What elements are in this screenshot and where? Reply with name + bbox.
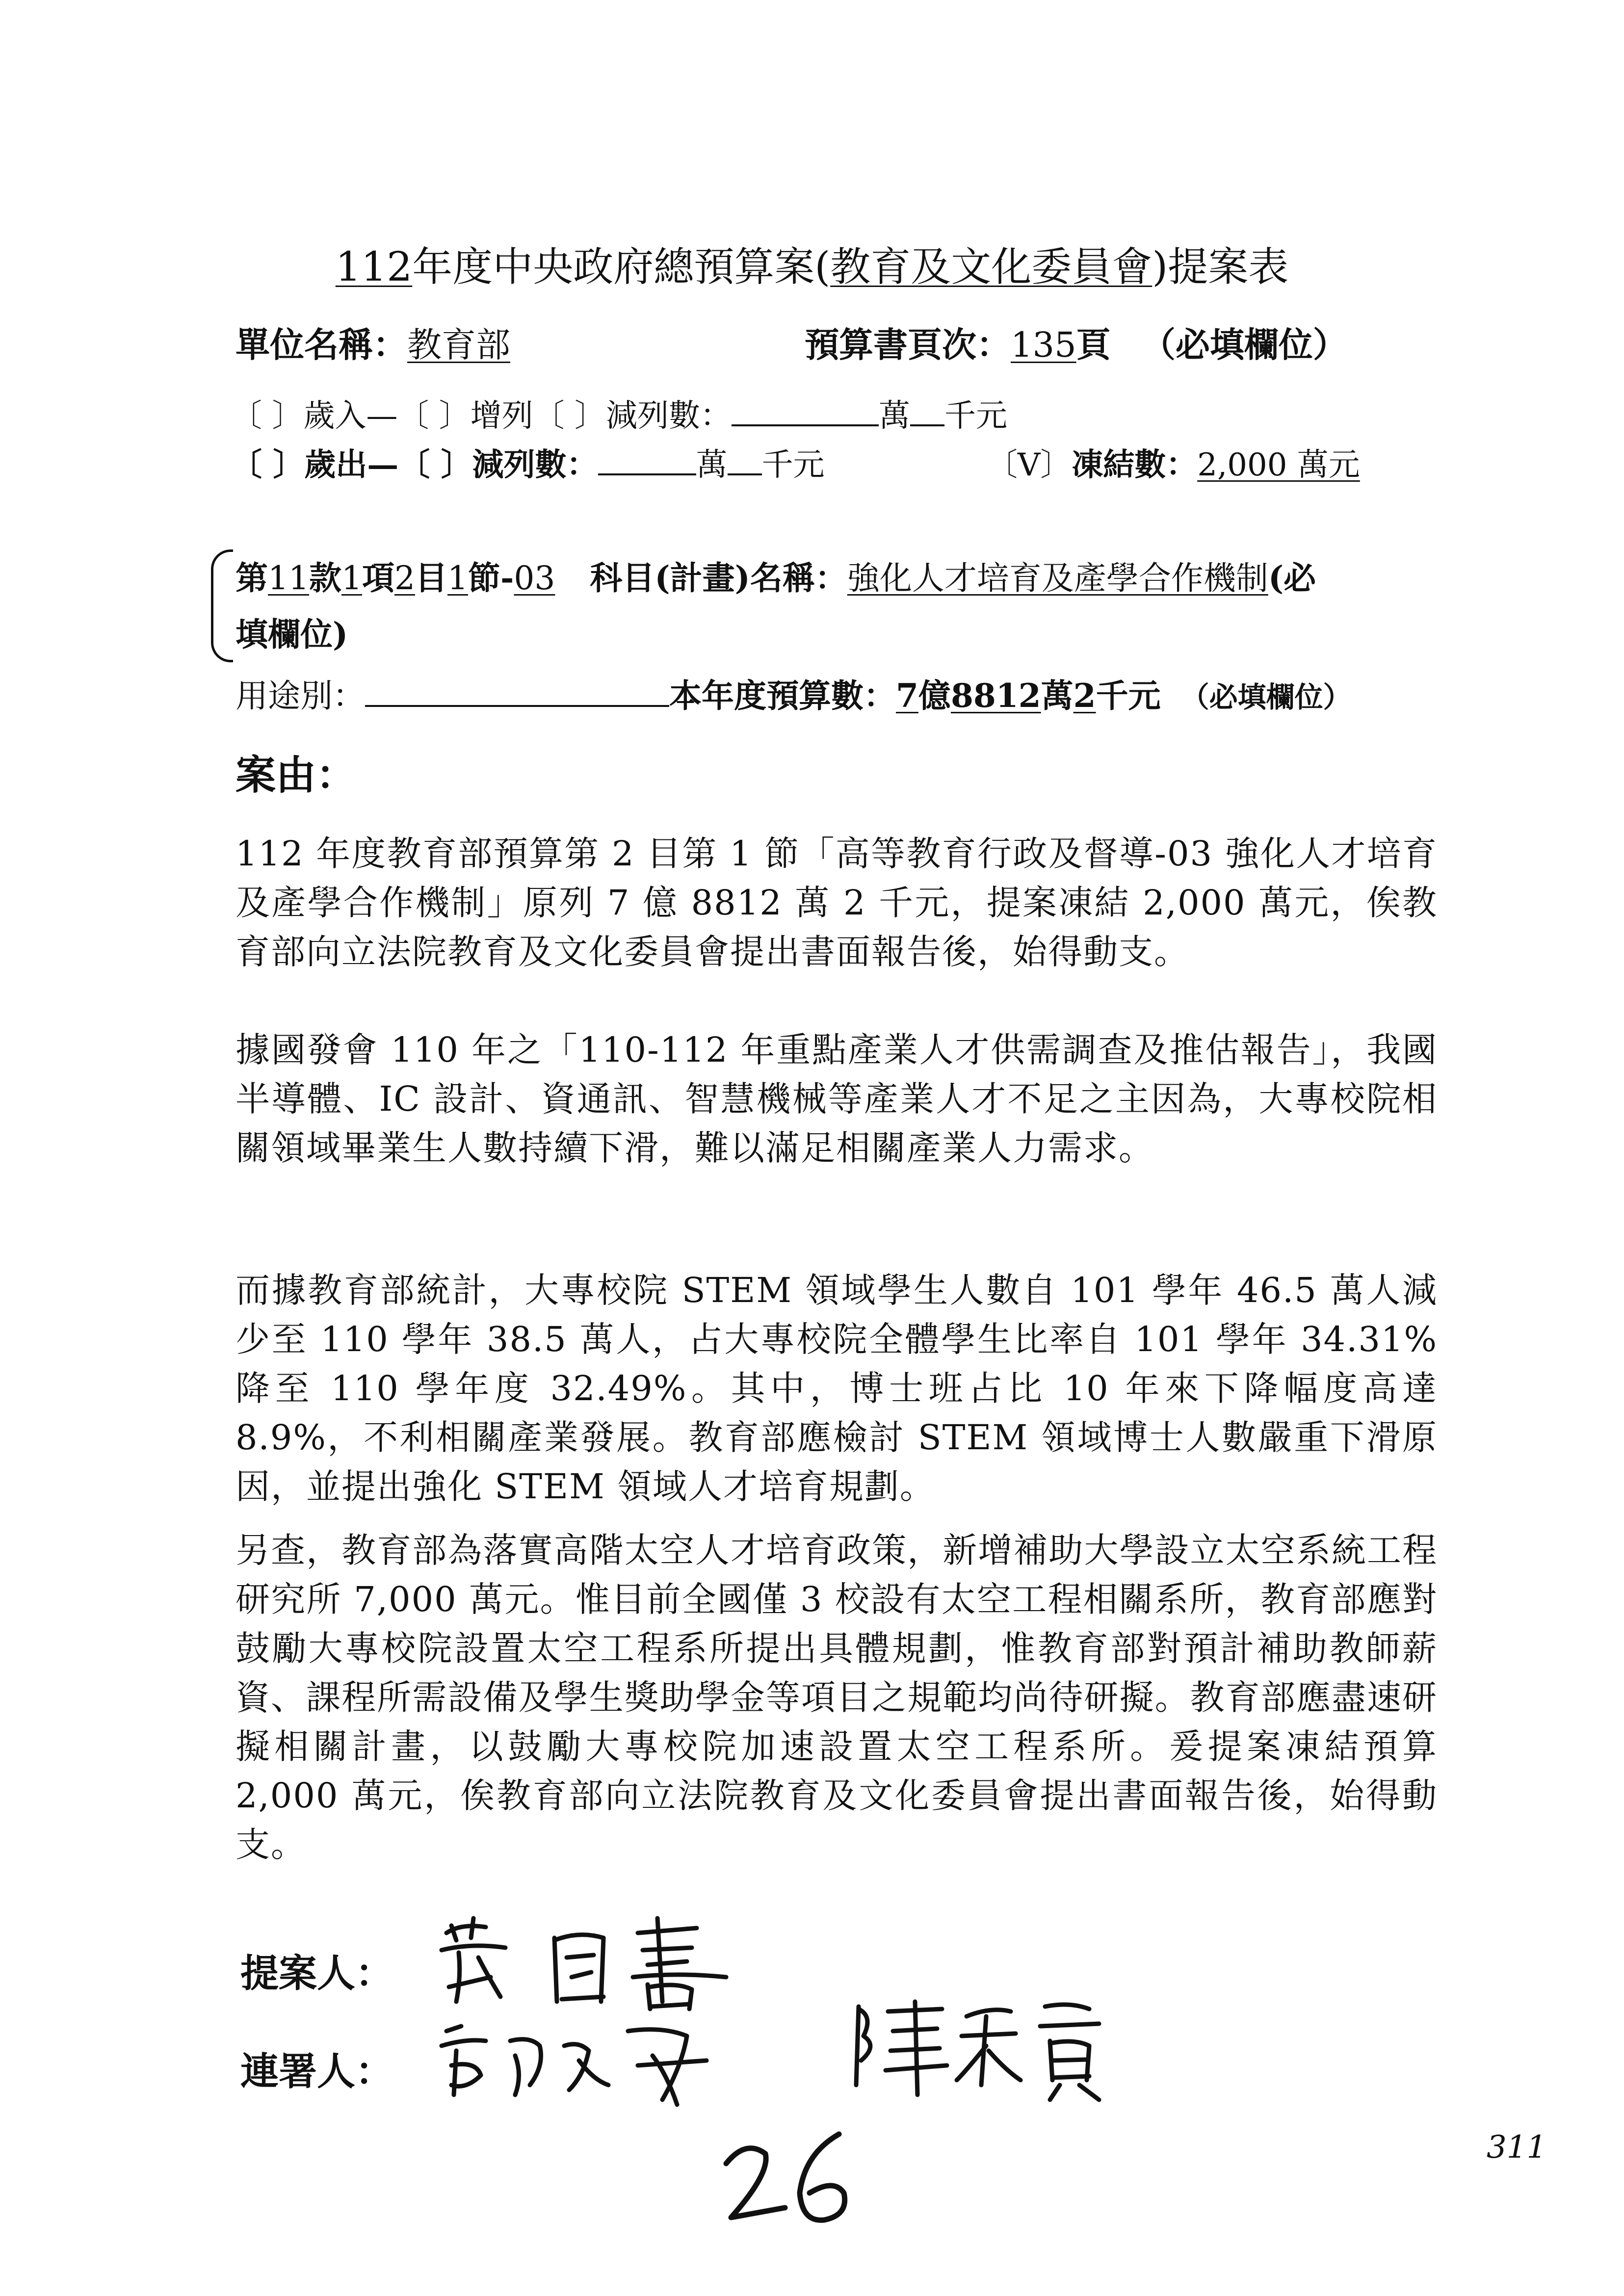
handwritten-number-image (716, 2124, 864, 2237)
jie: 節- (468, 559, 514, 597)
freeze-row (986, 442, 1360, 489)
budget-page-label: 預算書頁次： (805, 324, 1011, 365)
xiang: 項 (362, 559, 394, 597)
revenue-text: 〔 〕歲入—〔 〕增列〔 〕減列數： (231, 398, 732, 434)
cosigner-signature-2-image (844, 1987, 1128, 2105)
revenue-wan: 萬 (879, 398, 911, 434)
qian: 千元 (1096, 677, 1161, 715)
freeze-label: 凍結數： (1072, 446, 1198, 483)
expenditure-thousand-blank (728, 444, 762, 475)
subject-required-a: (必 (1268, 559, 1316, 597)
expenditure-row (231, 442, 825, 489)
subject-required-b: 填欄位) (236, 615, 348, 653)
title-prefix: 年度中央政府總預算案( (412, 244, 831, 290)
qian-value: 2 (1073, 677, 1096, 715)
subject-bracket (211, 549, 233, 662)
jie-sub: 03 (514, 559, 555, 597)
kuan-no: 11 (268, 559, 309, 597)
kuan: 款 (309, 559, 341, 597)
yi: 億 (918, 677, 951, 715)
proposer-signature-image (432, 1904, 775, 2016)
paragraph-3: 而據教育部統計，大專校院 STEM 領域學生人數自 101 學年 46.5 萬人減少至 110 學年 38.5 萬人，占大專校院全體學生比率自 101 學年 34.31% 降至 110 學年度 32.49%。其中，博士班占比 10 年來下降幅度高達 8.9%，不利相關產業發展。教育部應檢討 STEM 領域博士人數嚴重下滑原因，並提出強化 STEM 領域人才培育規劃。 (236, 1270, 1438, 1507)
handwritten-number (716, 2124, 864, 2237)
xiang-no: 1 (341, 559, 362, 597)
revenue-thousand: 千元 (944, 398, 1008, 434)
mu: 目 (415, 559, 447, 597)
yi-value: 7 (896, 677, 918, 715)
page-title (0, 240, 1624, 294)
cosigner-label: 連署人： (240, 2049, 394, 2094)
page-number: 311 (1487, 2129, 1547, 2166)
unit-row (236, 321, 746, 368)
usage-blank (365, 676, 669, 707)
expenditure-wan: 萬 (696, 447, 728, 483)
unit-label: 單位名稱： (236, 324, 407, 365)
revenue-blank (732, 395, 879, 426)
expenditure-thousand: 千元 (761, 447, 825, 483)
jie-no: 1 (447, 559, 468, 597)
freeze-value: 2,000 萬元 (1197, 447, 1360, 483)
subject-di: 第 (236, 559, 268, 597)
usage-label: 用途別： (236, 677, 365, 715)
required-note: （必填欄位） (1141, 324, 1347, 365)
proposer-signature (432, 1904, 775, 2016)
title-committee: 教育及文化委員會 (830, 244, 1153, 290)
paragraph-2: 據國發會 110 年之「110-112 年重點產業人才供需調查及推估報告」，我國半導體、IC 設計、資通訊、智慧機械等產業人才不足之主因為，大專校院相關領域畢業生人數持續下滑，難以滿足相關產業人力需求。 (236, 1030, 1438, 1168)
budget-page-row (805, 321, 1347, 368)
cosigner-signature-2 (844, 1987, 1128, 2105)
paragraph-4: 另查，教育部為落實高階太空人才培育政策，新增補助大學設立太空系統工程研究所 7,000 萬元。惟目前全國僅 3 校設有太空工程相關系所，教育部應對鼓勵大專校院設置太空工程系所提出具體規劃，惟教育部對預計補助教師薪資、課程所需設備及學生獎助學金等項目之規範均尚待研擬。教育部應盡速研擬相關計畫，以鼓勵大專校院加速設置太空工程系所。爰提案凍結預算 2,000 萬元，俟教育部向立法院教育及文化委員會提出書面報告後，始得動支。 (236, 1530, 1438, 1865)
subject-row (236, 554, 1316, 602)
expenditure-text: 〔 〕歲出—〔 〕減列數： (231, 446, 598, 483)
revenue-row (231, 392, 1007, 440)
wan: 萬 (1041, 677, 1074, 715)
subject-name-label: 科目(計畫)名稱： (590, 559, 847, 597)
cosigner-signature-1 (432, 2011, 736, 2110)
title-suffix: )提案表 (1152, 244, 1289, 290)
page-unit: 頁 (1076, 324, 1111, 365)
cosigner-signature-1-image (432, 2011, 736, 2110)
budget-page-value: 135 (1011, 325, 1076, 365)
unit-value: 教育部 (407, 325, 510, 365)
title-year: 112 (335, 244, 413, 290)
revenue-thousand-blank (910, 395, 944, 426)
budget-label: 本年度預算數： (669, 677, 896, 715)
mu-no: 2 (394, 559, 415, 597)
subject-name-value: 強化人才培育及產學合作機制 (847, 559, 1268, 597)
reason-heading: 案由： (236, 752, 357, 799)
proposer-label: 提案人： (240, 1951, 394, 1996)
expenditure-blank (598, 444, 696, 475)
wan-value: 8812 (950, 677, 1041, 715)
usage-row (236, 672, 1352, 721)
paragraph-1: 112 年度教育部預算第 2 目第 1 節「高等教育行政及督導-03 強化人才培育及產學合作機制」原列 7 億 8812 萬 2 千元，提案凍結 2,000 萬元，俟教育部向立法院教育及文化委員會提出書面報告後，始得動支。 (236, 834, 1438, 972)
usage-required: （必填欄位） (1180, 680, 1352, 714)
freeze-check: 〔V〕 (986, 447, 1072, 483)
